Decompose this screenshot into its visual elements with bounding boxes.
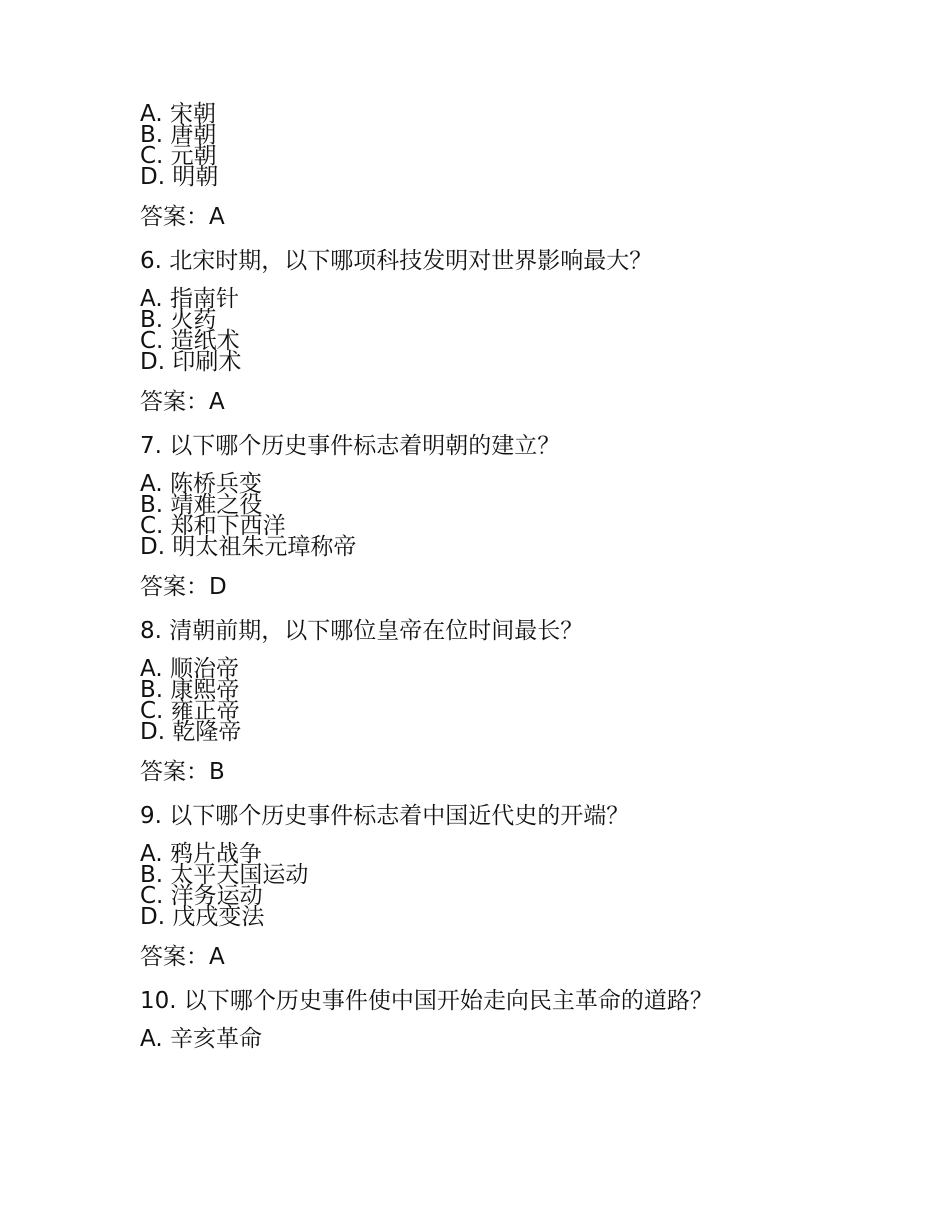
option-a: A. 辛亥革命 [140,1026,262,1052]
option-b: B. 靖难之役 [140,492,263,518]
options-q8 [140,656,900,745]
document-page [140,101,900,1052]
option-b: B. 唐朝 [140,122,217,148]
question-8: 8. 清朝前期，以下哪位皇帝在位时间最长？ [140,618,584,644]
answer-q8: 答案：B [140,759,225,785]
question-10: 10. 以下哪个历史事件使中国开始走向民主革命的道路？ [140,988,713,1014]
option-d: D. 明太祖朱元璋称帝 [140,534,357,560]
option-c: C. 洋务运动 [140,883,263,909]
option-c: C. 元朝 [140,143,217,169]
option-d: D. 明朝 [140,164,219,190]
question-9: 9. 以下哪个历史事件标志着中国近代史的开端？ [140,803,630,829]
answer-q5: 答案：A [140,204,225,230]
answer-q7: 答案：D [140,574,227,600]
answer-q6: 答案：A [140,389,225,415]
option-d: D. 戊戌变法 [140,904,265,930]
option-a: A. 宋朝 [140,101,216,127]
option-c: C. 造纸术 [140,328,240,354]
option-b: B. 火药 [140,307,217,333]
option-b: B. 太平天国运动 [140,862,309,888]
options-q9 [140,841,900,930]
option-c: C. 雍正帝 [140,698,240,724]
answer-q9: 答案：A [140,944,225,970]
option-b: B. 康熙帝 [140,677,240,703]
option-a: A. 陈桥兵变 [140,471,262,497]
options-q6 [140,286,900,375]
option-c: C. 郑和下西洋 [140,513,286,539]
question-6: 6. 北宋时期，以下哪项科技发明对世界影响最大？ [140,248,653,274]
options-q7 [140,471,900,560]
option-a: A. 指南针 [140,286,239,312]
option-d: D. 乾隆帝 [140,719,242,745]
option-d: D. 印刷术 [140,349,242,375]
option-a: A. 鸦片战争 [140,841,262,867]
options-q10 [140,1026,900,1052]
option-a: A. 顺治帝 [140,656,239,682]
options-q5 [140,101,900,190]
question-7: 7. 以下哪个历史事件标志着明朝的建立？ [140,433,561,459]
